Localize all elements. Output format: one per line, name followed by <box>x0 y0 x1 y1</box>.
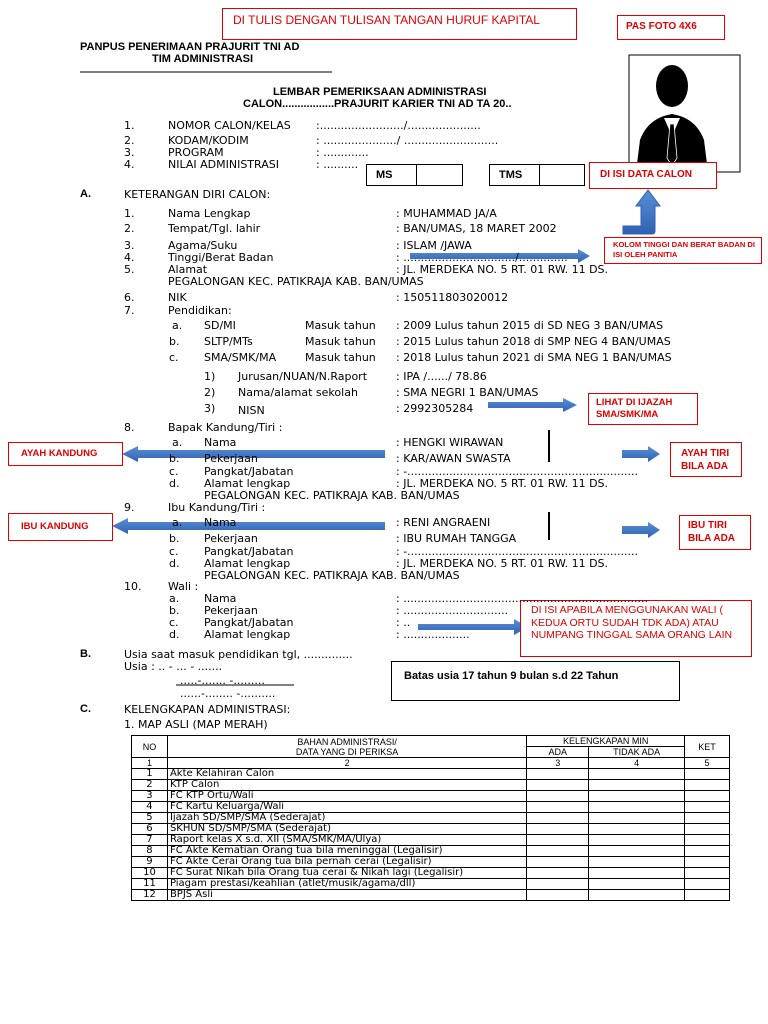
row-number: 1 <box>132 769 168 780</box>
field-label: NIK <box>168 291 187 304</box>
tidak-ada-cell[interactable] <box>589 791 685 802</box>
mother-sub: a. <box>172 516 183 529</box>
ada-cell[interactable] <box>527 780 589 791</box>
table-row <box>132 813 730 824</box>
ket-cell[interactable] <box>685 791 730 802</box>
field-num: 2. <box>124 222 135 235</box>
row-item: KTP Calon <box>167 780 526 791</box>
section-c-letter: C. <box>80 703 91 715</box>
row-item: Raport kelas X s.d. XII (SMA/SMK/MA/Ulya) <box>167 835 526 846</box>
field-label: Agama/Suku <box>168 239 238 252</box>
table-row <box>132 846 730 857</box>
wali-sub: a. <box>169 592 180 605</box>
field-num: 5. <box>124 263 135 276</box>
father-sub: b. <box>169 452 180 465</box>
ket-cell[interactable] <box>685 780 730 791</box>
section-b-letter: B. <box>80 648 91 660</box>
index-cell: 4 <box>589 758 685 769</box>
field-label: Tempat/Tgl. lahir <box>168 222 261 235</box>
field-num: 1. <box>124 207 135 220</box>
col-header-kelengkapan: KELENGKAPAN MIN <box>527 736 685 747</box>
ket-cell[interactable] <box>685 846 730 857</box>
field-value: : ................................/.............. <box>396 251 568 264</box>
sma-num: 2) <box>204 386 216 399</box>
section-a-title: KETERANGAN DIRI CALON: <box>124 188 271 201</box>
row-number: 8 <box>132 846 168 857</box>
edu-level: SMA/SMK/MA <box>204 351 277 364</box>
father-sub: a. <box>172 436 183 449</box>
wali-value: : ...................................................................... <box>396 592 648 605</box>
index-cell: 5 <box>685 758 730 769</box>
mother-value: : JL. MERDEKA NO. 5 RT. 01 RW. 11 DS. <box>396 557 609 570</box>
ada-cell[interactable] <box>527 802 589 813</box>
father-title: Bapak Kandung/Tiri : <box>168 421 283 434</box>
row-number: 12 <box>132 890 168 901</box>
right-arrow-icon <box>622 522 660 538</box>
administration-checklist-table <box>131 735 730 901</box>
mother-value: : IBU RUMAH TANGGA <box>396 532 517 545</box>
tidak-ada-cell[interactable] <box>589 769 685 780</box>
field-label: NILAI ADMINISTRASI <box>168 158 279 171</box>
tidak-ada-cell[interactable] <box>589 857 685 868</box>
tidak-ada-cell[interactable] <box>589 802 685 813</box>
row-item: FC KTP Ortu/Wali <box>167 791 526 802</box>
father-sub: d. <box>169 477 180 490</box>
row-item: FC Akte Kematian Orang tua bila meninggal (Legalisir) <box>167 846 526 857</box>
field-value: : ...................../ ........................... <box>316 134 499 147</box>
ijazah-note <box>588 393 698 425</box>
edu-masuk: Masuk tahun <box>305 319 376 332</box>
row-number: 10 <box>132 868 168 879</box>
tidak-ada-cell[interactable] <box>589 846 685 857</box>
wali-value: : .............................. <box>396 604 509 617</box>
field-value: : MUHAMMAD JA/A <box>396 207 497 220</box>
ms-label: MS <box>376 169 393 181</box>
mother-address-continued: PEGALONGAN KEC. PATIKRAJA KAB. BAN/UMAS <box>204 569 460 582</box>
index-cell: 1 <box>132 758 168 769</box>
col-header-bahan <box>167 736 526 758</box>
field-num: 7. <box>124 304 135 317</box>
ada-cell[interactable] <box>527 890 589 901</box>
photo-note-text: PAS FOTO 4X6 <box>626 21 697 32</box>
ada-cell[interactable] <box>527 857 589 868</box>
edu-masuk: Masuk tahun <box>305 335 376 348</box>
ket-cell[interactable] <box>685 802 730 813</box>
row-item: FC Kartu Keluarga/Wali <box>167 802 526 813</box>
height-weight-note <box>604 237 762 264</box>
ayah-tiri-note <box>670 442 742 477</box>
ket-cell[interactable] <box>685 835 730 846</box>
father-label: Alamat lengkap <box>204 477 291 490</box>
ada-cell[interactable] <box>527 879 589 890</box>
tms-box[interactable] <box>489 164 585 186</box>
photo-note <box>617 15 725 40</box>
tidak-ada-cell[interactable] <box>589 890 685 901</box>
col-header-bahan-1: BAHAN ADMINISTRASI/ <box>297 736 397 747</box>
doc-title-1: LEMBAR PEMERIKSAAN ADMINISTRASI <box>273 86 487 98</box>
wali-note-text: DI ISI APABILA MENGGUNAKAN WALI ( KEDUA ORTU SUDAH TDK ADA) ATAU NUMPANG TINGGAL SAMA ORANG LAIN <box>531 604 733 641</box>
field-num: 3. <box>124 239 135 252</box>
tidak-ada-cell[interactable] <box>589 780 685 791</box>
table-row <box>132 890 730 901</box>
row-number: 7 <box>132 835 168 846</box>
doc-title-2: CALON.................PRAJURIT KARIER TNI AD TA 20.. <box>243 98 512 110</box>
col-header-ket: KET <box>685 736 730 758</box>
field-num: 3. <box>124 146 135 159</box>
edu-sub: b. <box>169 335 180 348</box>
edu-value: : 2015 Lulus tahun 2018 di SMP NEG 4 BAN/UMAS <box>396 335 671 348</box>
tidak-ada-cell[interactable] <box>589 835 685 846</box>
header-line2: TIM ADMINISTRASI <box>152 53 254 65</box>
usia-line2: Usia : .. - ... - ....... <box>124 660 223 673</box>
ket-cell[interactable] <box>685 769 730 780</box>
field-value: : ISLAM /JAWA <box>396 239 472 252</box>
ada-cell[interactable] <box>527 791 589 802</box>
edu-masuk: Masuk tahun <box>305 351 376 364</box>
field-num: 4. <box>124 158 135 171</box>
col-header-bahan-2: DATA YANG DI PERIKSA <box>295 746 399 757</box>
edu-value: : 2009 Lulus tahun 2015 di SD NEG 3 BAN/UMAS <box>396 319 664 332</box>
mother-title: Ibu Kandung/Tiri : <box>168 501 266 514</box>
table-row <box>132 868 730 879</box>
handwriting-note <box>222 8 577 40</box>
tidak-ada-cell[interactable] <box>589 868 685 879</box>
wali-value: : .. <box>396 616 411 629</box>
field-value: : BAN/UMAS, 18 MARET 2002 <box>396 222 557 235</box>
row-item: FC Akte Cerai Orang tua bila pernah cerai (Legalisir) <box>167 857 526 868</box>
row-number: 6 <box>132 824 168 835</box>
ms-box[interactable] <box>366 164 463 186</box>
ada-cell[interactable] <box>527 868 589 879</box>
field-label: Alamat <box>168 263 208 276</box>
row-number: 2 <box>132 780 168 791</box>
table-row <box>132 824 730 835</box>
row-number: 4 <box>132 802 168 813</box>
sma-value: : SMA NEGRI 1 BAN/UMAS <box>396 386 539 399</box>
mother-sub: d. <box>169 557 180 570</box>
mother-sub: b. <box>169 532 180 545</box>
edu-level: SLTP/MTs <box>204 335 253 348</box>
ibu-tiri-note <box>679 515 751 550</box>
father-value: : KAR/AWAN SWASTA <box>396 452 511 465</box>
ada-cell[interactable] <box>527 769 589 780</box>
ket-cell[interactable] <box>685 824 730 835</box>
fill-data-note <box>589 162 717 189</box>
col-header-tidak-ada: TIDAK ADA <box>589 747 685 758</box>
father-label: Pangkat/Jabatan <box>204 465 294 478</box>
section-c-title: KELENGKAPAN ADMINISTRASI: <box>124 703 291 716</box>
tidak-ada-cell[interactable] <box>589 879 685 890</box>
field-num: 4. <box>124 251 135 264</box>
table-row <box>132 835 730 846</box>
ayah-kandung-note <box>8 442 123 466</box>
wali-label: Pekerjaan <box>204 604 258 617</box>
ket-cell[interactable] <box>685 879 730 890</box>
field-label: PROGRAM <box>168 146 224 159</box>
ket-cell[interactable] <box>685 857 730 868</box>
field-label: KODAM/KODIM <box>168 134 249 147</box>
sma-num: 3) <box>204 402 216 415</box>
field-value: : .......... <box>316 158 359 171</box>
mother-num: 9. <box>124 501 135 514</box>
field-num: 2. <box>124 134 135 147</box>
row-number: 11 <box>132 879 168 890</box>
mother-value: : RENI ANGRAENI <box>396 516 491 529</box>
father-label: Pekerjaan <box>204 452 258 465</box>
ibu-kandung-note <box>8 513 113 541</box>
row-item: SKHUN SD/SMP/SMA (Sederajat) <box>167 824 526 835</box>
wali-label: Pangkat/Jabatan <box>204 616 294 629</box>
wali-title: Wali : <box>168 580 199 593</box>
ket-cell[interactable] <box>685 868 730 879</box>
up-arrow-icon <box>623 190 660 234</box>
father-value: : JL. MERDEKA NO. 5 RT. 01 RW. 11 DS. <box>396 477 609 490</box>
father-label: Nama <box>204 436 237 449</box>
wali-num: 10. <box>124 580 142 593</box>
ibu-kandung-note-text: IBU KANDUNG <box>21 521 89 532</box>
table-row <box>132 802 730 813</box>
mother-label: Alamat lengkap <box>204 557 291 570</box>
father-num: 8. <box>124 421 135 434</box>
sma-value: : IPA /....../ 78.86 <box>396 370 487 383</box>
father-sub: c. <box>169 465 179 478</box>
sma-value: : 2992305284 <box>396 402 474 415</box>
height-weight-note-text: KOLOM TINGGI DAN BERAT BADAN DI ISI OLEH PANITIA <box>613 240 756 259</box>
index-cell: 2 <box>167 758 526 769</box>
father-value: : HENGKI WIRAWAN <box>396 436 504 449</box>
edu-level: SD/MI <box>204 319 236 332</box>
edu-sub: a. <box>172 319 183 332</box>
wali-label: Nama <box>204 592 237 605</box>
mother-label: Pekerjaan <box>204 532 258 545</box>
edu-sub: c. <box>169 351 179 364</box>
field-num: 6. <box>124 291 135 304</box>
tms-label: TMS <box>499 169 523 181</box>
field-value: : JL. MERDEKA NO. 5 RT. 01 RW. 11 DS. <box>396 263 609 276</box>
mother-value: : -.................................................................. <box>396 545 638 558</box>
fill-data-note-text: DI ISI DATA CALON <box>600 169 693 180</box>
field-label: Tinggi/Berat Badan <box>168 251 274 264</box>
sma-label: Jurusan/NUAN/N.Raport <box>238 370 368 383</box>
address-continued: PEGALONGAN KEC. PATIKRAJA KAB. BAN/UMAS <box>168 275 424 288</box>
wali-value: : ................... <box>396 628 470 641</box>
father-address-continued: PEGALONGAN KEC. PATIKRAJA KAB. BAN/UMAS <box>204 489 460 502</box>
tidak-ada-cell[interactable] <box>589 813 685 824</box>
right-arrow-icon <box>622 446 660 462</box>
header-line1: PANPUS PENERIMAAN PRAJURIT TNI AD <box>80 41 300 53</box>
right-arrow-icon <box>488 398 577 412</box>
table-row <box>132 791 730 802</box>
ada-cell[interactable] <box>527 835 589 846</box>
age-limit-text: Batas usia 17 tahun 9 bulan s.d 22 Tahun <box>404 670 619 682</box>
ayah-tiri-note-text: AYAH TIRI BILA ADA <box>681 448 730 472</box>
edu-value: : 2018 Lulus tahun 2021 di SMA NEG 1 BAN/UMAS <box>396 351 672 364</box>
row-number: 5 <box>132 813 168 824</box>
table-index-row <box>132 758 730 769</box>
usia-line3: .....-....... -......... <box>180 674 265 687</box>
section-a-letter: A. <box>80 188 91 200</box>
field-label: NOMOR CALON/KELAS <box>168 119 291 132</box>
ket-cell[interactable] <box>685 813 730 824</box>
row-item: BPJS Asli <box>167 890 526 901</box>
tidak-ada-cell[interactable] <box>589 824 685 835</box>
ada-cell[interactable] <box>527 813 589 824</box>
field-value: :......................../..................... <box>316 119 481 132</box>
row-item: Piagam prestasi/keahlian (atlet/musik/agama/dll) <box>167 879 526 890</box>
usia-line1: Usia saat masuk pendidikan tgl, .............. <box>124 648 353 661</box>
field-label: Nama Lengkap <box>168 207 251 220</box>
table-row <box>132 857 730 868</box>
index-cell: 3 <box>527 758 589 769</box>
mother-label: Nama <box>204 516 237 529</box>
row-number: 3 <box>132 791 168 802</box>
wali-sub: b. <box>169 604 180 617</box>
sma-label: Nama/alamat sekolah <box>238 386 358 399</box>
sma-label: NISN <box>238 404 265 417</box>
age-limit-box <box>391 661 680 701</box>
father-value: : -.................................................................. <box>396 465 638 478</box>
ibu-tiri-note-text: IBU TIRI BILA ADA <box>688 520 736 544</box>
field-label: Pendidikan: <box>168 304 232 317</box>
table-row <box>132 879 730 890</box>
field-value: : 150511803020012 <box>396 291 509 304</box>
wali-sub: d. <box>169 628 180 641</box>
row-item: FC Surat Nikah bila Orang tua cerai & Nikah lagi (Legalisir) <box>167 868 526 879</box>
mother-sub: c. <box>169 545 179 558</box>
field-value: : ............. <box>316 146 369 159</box>
sma-num: 1) <box>204 370 216 383</box>
mother-label: Pangkat/Jabatan <box>204 545 294 558</box>
handwriting-note-text: DI TULIS DENGAN TULISAN TANGAN HURUF KAPITAL <box>233 13 540 27</box>
table-row <box>132 780 730 791</box>
wali-sub: c. <box>169 616 179 629</box>
row-item: Akte Kelahiran Calon <box>167 769 526 780</box>
table-row <box>132 769 730 780</box>
row-number: 9 <box>132 857 168 868</box>
usia-line4: ......-........ -.......... <box>180 687 276 700</box>
col-header-no: NO <box>132 736 168 758</box>
field-num: 1. <box>124 119 135 132</box>
wali-label: Alamat lengkap <box>204 628 291 641</box>
section-c-sub: 1. MAP ASLI (MAP MERAH) <box>124 718 268 731</box>
row-item: Ijazah SD/SMP/SMA (Sederajat) <box>167 813 526 824</box>
ada-cell[interactable] <box>527 824 589 835</box>
ijazah-note-text: LIHAT DI IJAZAH SMA/SMK/MA <box>596 397 673 420</box>
ayah-kandung-note-text: AYAH KANDUNG <box>21 448 98 459</box>
wali-note <box>520 600 752 657</box>
ada-cell[interactable] <box>527 846 589 857</box>
ket-cell[interactable] <box>685 890 730 901</box>
col-header-ada: ADA <box>527 747 589 758</box>
